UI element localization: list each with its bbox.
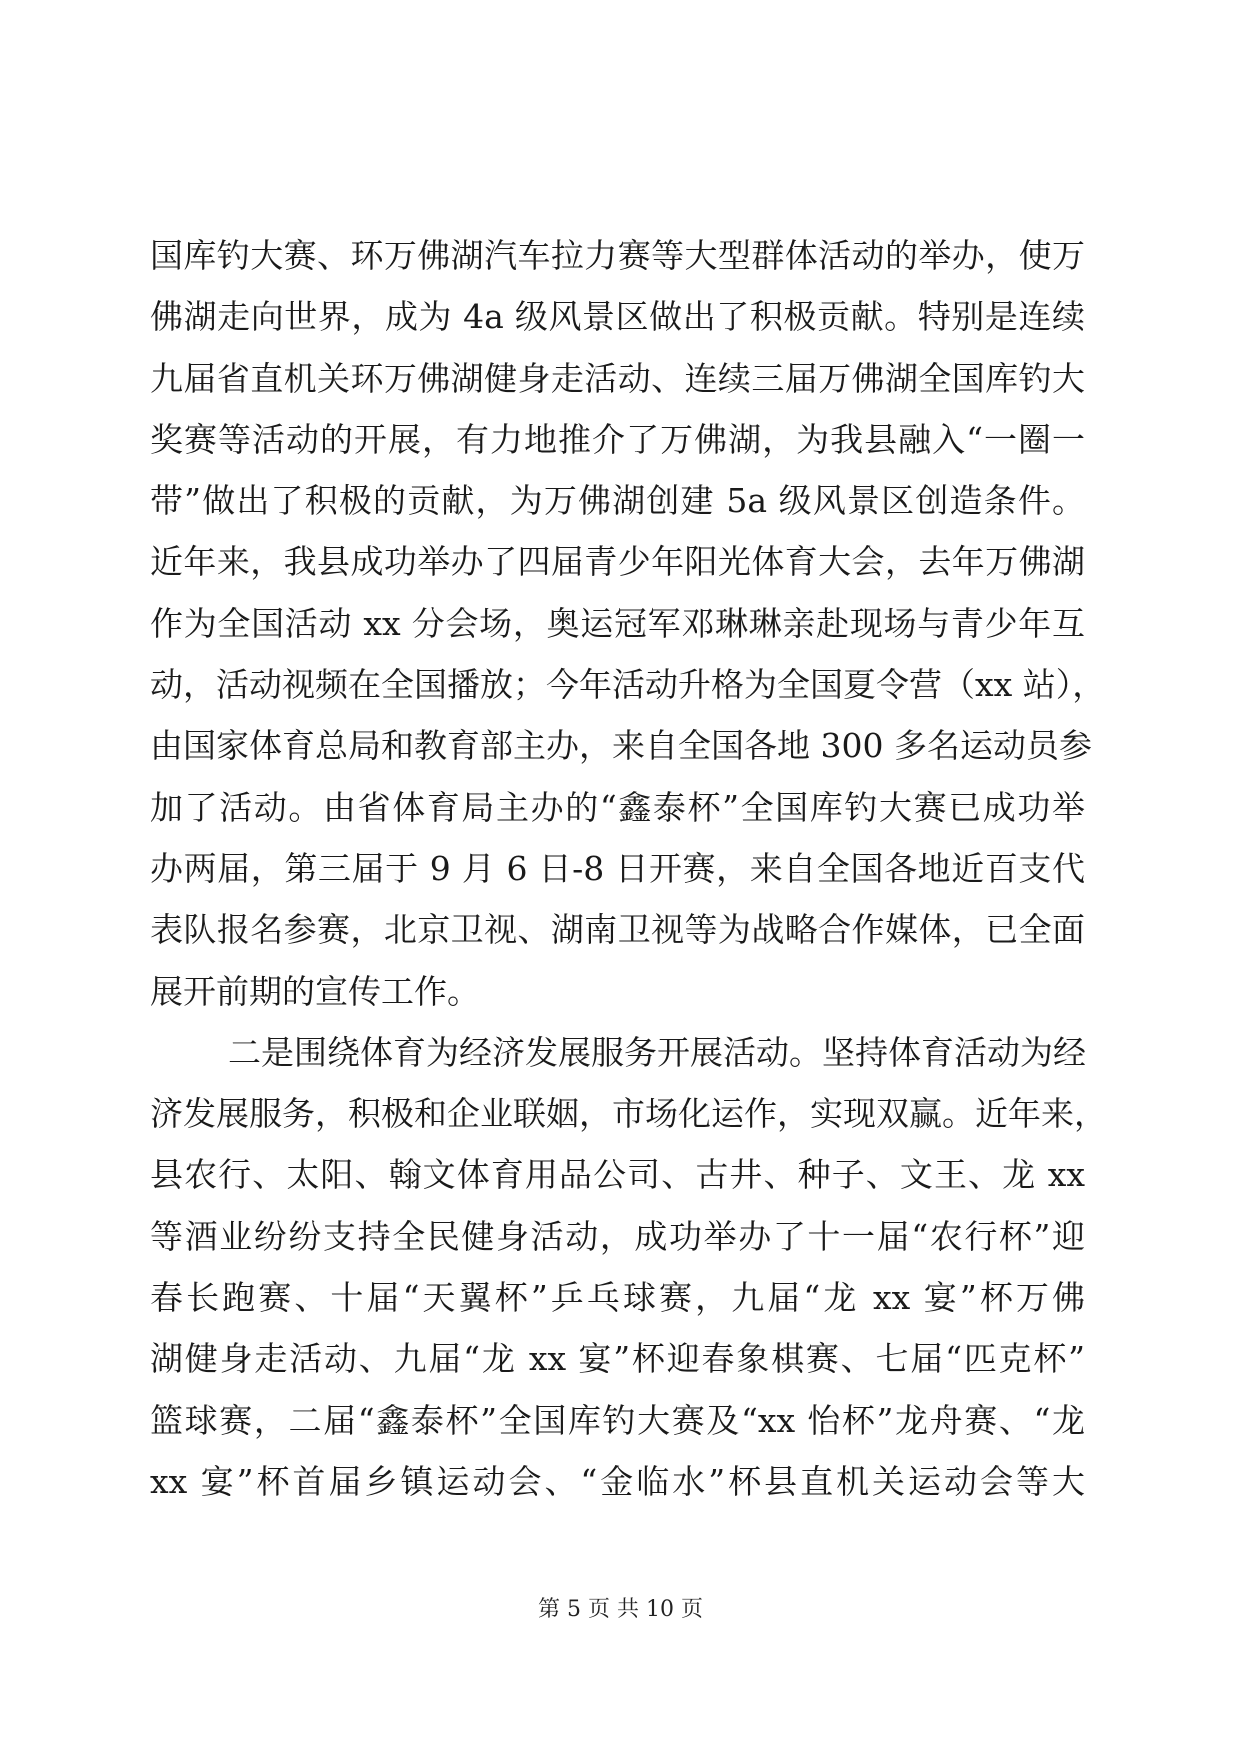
text-line: 奖赛等活动的开展，有力地推介了万佛湖，为我县融入“一圈一 <box>150 419 1085 459</box>
text-line: 国库钓大赛、环万佛湖汽车拉力赛等大型群体活动的举办，使万 <box>150 236 1085 275</box>
text-line: 加了活动。由省体育局主办的“鑫泰杯”全国库钓大赛已成功举 <box>150 787 1085 827</box>
text-line: 带”做出了积极的贡献，为万佛湖创建 5a 级风景区创造条件。 <box>150 481 1085 521</box>
text-line: 由国家体育总局和教育部主办，来自全国各地 300 多名运动员参 <box>150 726 1092 766</box>
text-line: 湖健身走活动、九届“龙 xx 宴”杯迎春象棋赛、七届“匹克杯” <box>150 1339 1085 1379</box>
text-line: xx 宴”杯首届乡镇运动会、“金临水”杯县直机关运动会等大 <box>150 1461 1085 1501</box>
text-line: 县农行、太阳、翰文体育用品公司、古井、种子、文王、龙 xx <box>150 1155 1085 1195</box>
text-line: 春长跑赛、十届“天翼杯”乒乓球赛，九届“龙 xx 宴”杯万佛 <box>150 1278 1085 1318</box>
page-number-footer: 第 5 页 共 10 页 <box>538 1597 703 1622</box>
text-line: 表队报名参赛，北京卫视、湖南卫视等为战略合作媒体，已全面 <box>150 910 1085 950</box>
text-line: 近年来，我县成功举办了四届青少年阳光体育大会，去年万佛湖 <box>150 542 1085 582</box>
text-line: 动，活动视频在全国播放；今年活动升格为全国夏令营（xx 站）， <box>150 665 1106 705</box>
text-line: 九届省直机关环万佛湖健身走活动、连续三届万佛湖全国库钓大 <box>150 358 1085 398</box>
text-line: 等酒业纷纷支持全民健身活动，成功举办了十一届“农行杯”迎 <box>150 1216 1085 1256</box>
text-line: 佛湖走向世界，成为 4a 级风景区做出了积极贡献。特别是连续 <box>150 297 1085 337</box>
paragraph-start-line: 二是围绕体育为经济发展服务开展活动。坚持体育活动为经 <box>228 1032 1086 1072</box>
text-line: 办两届，第三届于 9 月 6 日-8 日开赛，来自全国各地近百支代 <box>150 848 1085 888</box>
paragraph-end-line: 展开前期的宣传工作。 <box>150 971 480 1011</box>
text-line: 作为全国活动 xx 分会场，奥运冠军邓琳琳亲赴现场与青少年互 <box>150 603 1085 643</box>
text-line: 济发展服务，积极和企业联姻，市场化运作，实现双赢。近年来， <box>150 1094 1107 1134</box>
body-text <box>150 225 1107 1512</box>
text-line: 篮球赛，二届“鑫泰杯”全国库钓大赛及“xx 怡杯”龙舟赛、“龙 <box>150 1400 1085 1440</box>
